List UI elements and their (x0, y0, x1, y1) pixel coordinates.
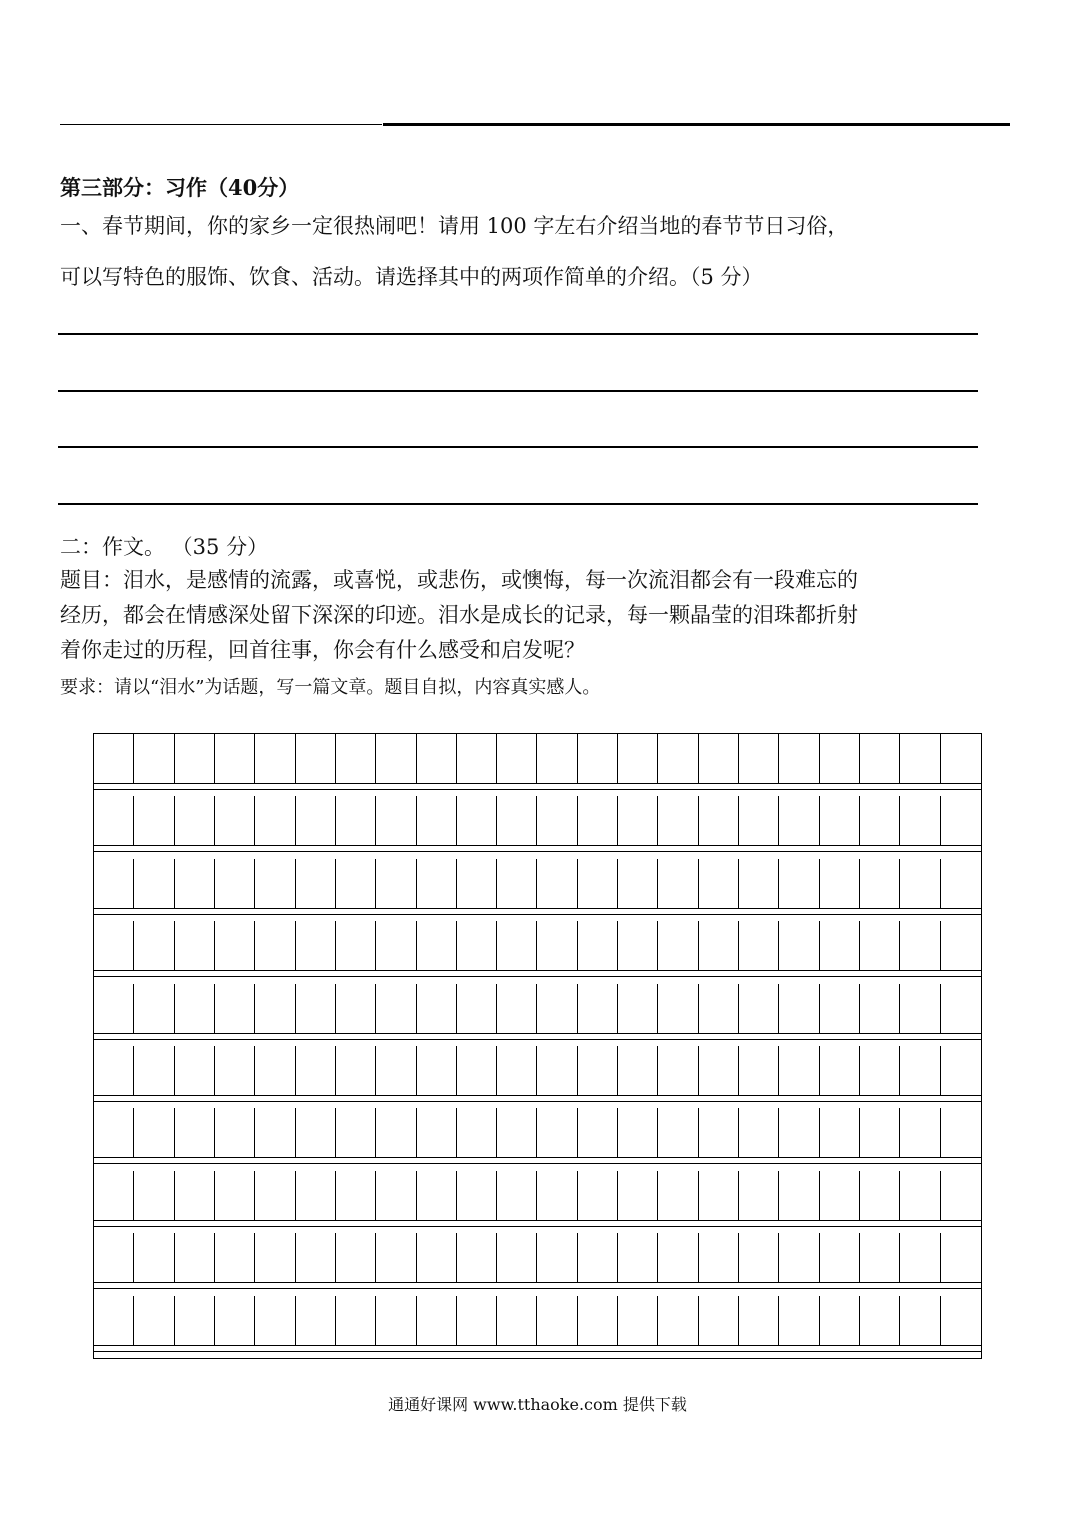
grid-cell[interactable] (175, 984, 215, 1034)
grid-cell[interactable] (336, 1233, 376, 1283)
grid-cell[interactable] (820, 984, 860, 1034)
grid-cell[interactable] (376, 1046, 416, 1096)
grid-cell[interactable] (578, 1108, 618, 1158)
grid-cell[interactable] (94, 796, 134, 846)
grid-cell[interactable] (779, 734, 819, 784)
grid-cell[interactable] (336, 1046, 376, 1096)
grid-row (94, 1108, 981, 1158)
grid-gap-line (94, 1226, 981, 1227)
grid-cell[interactable] (538, 859, 578, 909)
grid-cell[interactable] (336, 984, 376, 1034)
grid-gap-line (94, 851, 981, 852)
grid-cell[interactable] (699, 1233, 739, 1283)
grid-cell[interactable] (457, 1233, 497, 1283)
grid-row (94, 921, 981, 971)
grid-cell[interactable] (94, 1171, 134, 1221)
grid-cell[interactable] (578, 734, 618, 784)
grid-cell[interactable] (94, 984, 134, 1034)
grid-cell[interactable] (497, 1046, 537, 1096)
grid-cell[interactable] (175, 796, 215, 846)
grid-cell[interactable] (417, 921, 457, 971)
grid-cell[interactable] (215, 796, 255, 846)
grid-cell[interactable] (376, 1108, 416, 1158)
grid-cell[interactable] (255, 859, 295, 909)
grid-cell[interactable] (134, 859, 174, 909)
grid-cell[interactable] (175, 1108, 215, 1158)
grid-cell[interactable] (134, 796, 174, 846)
question2-prompt (60, 563, 1020, 668)
question2-heading: 二：作文。 （35 分） (60, 535, 269, 559)
grid-cell[interactable] (175, 1171, 215, 1221)
grid-cell[interactable] (417, 796, 457, 846)
answer-line[interactable] (58, 446, 978, 448)
grid-cell[interactable] (296, 734, 336, 784)
grid-gap-line (94, 1288, 981, 1289)
grid-cell[interactable] (457, 796, 497, 846)
grid-cell[interactable] (779, 1233, 819, 1283)
grid-cell[interactable] (578, 1296, 618, 1346)
grid-cell[interactable] (255, 1171, 295, 1221)
grid-cell[interactable] (538, 1171, 578, 1221)
grid-cell[interactable] (215, 1108, 255, 1158)
grid-cell[interactable] (336, 1296, 376, 1346)
grid-cell[interactable] (779, 1046, 819, 1096)
grid-cell[interactable] (175, 859, 215, 909)
grid-cell[interactable] (779, 921, 819, 971)
grid-cell[interactable] (497, 1108, 537, 1158)
grid-cell[interactable] (336, 734, 376, 784)
grid-cell[interactable] (900, 734, 940, 784)
grid-cell[interactable] (618, 1108, 658, 1158)
grid-cell[interactable] (658, 1108, 698, 1158)
grid-cell[interactable] (134, 984, 174, 1034)
grid-cell[interactable] (739, 859, 779, 909)
grid-cell[interactable] (497, 859, 537, 909)
grid-cell[interactable] (820, 796, 860, 846)
grid-cell[interactable] (336, 921, 376, 971)
grid-cell[interactable] (94, 859, 134, 909)
grid-cell[interactable] (497, 734, 537, 784)
grid-cell[interactable] (618, 734, 658, 784)
grid-cell[interactable] (417, 734, 457, 784)
grid-cell[interactable] (215, 984, 255, 1034)
grid-cell[interactable] (699, 1296, 739, 1346)
grid-cell[interactable] (215, 1296, 255, 1346)
grid-cell[interactable] (739, 1046, 779, 1096)
grid-cell[interactable] (215, 859, 255, 909)
grid-gap-line (94, 976, 981, 977)
grid-cell[interactable] (215, 1233, 255, 1283)
grid-cell[interactable] (457, 1046, 497, 1096)
grid-row (94, 1171, 981, 1221)
grid-cell[interactable] (376, 921, 416, 971)
top-rule-thick (383, 123, 1010, 126)
grid-cell[interactable] (457, 921, 497, 971)
grid-cell[interactable] (336, 859, 376, 909)
grid-cell[interactable] (296, 921, 336, 971)
question1-line1: 一、春节期间，你的家乡一定很热闹吧！请用 100 字左右介绍当地的春节节日习俗， (60, 214, 849, 238)
grid-cell[interactable] (215, 921, 255, 971)
grid-cell[interactable] (538, 734, 578, 784)
grid-cell[interactable] (900, 1296, 940, 1346)
grid-cell[interactable] (618, 796, 658, 846)
grid-cell[interactable] (820, 1296, 860, 1346)
grid-cell[interactable] (820, 1108, 860, 1158)
grid-cell[interactable] (296, 796, 336, 846)
grid-cell[interactable] (779, 796, 819, 846)
grid-cell[interactable] (820, 859, 860, 909)
grid-cell[interactable] (658, 984, 698, 1034)
grid-cell[interactable] (94, 1296, 134, 1346)
grid-cell[interactable] (578, 1171, 618, 1221)
grid-cell[interactable] (296, 1046, 336, 1096)
grid-cell[interactable] (417, 1108, 457, 1158)
grid-cell[interactable] (860, 734, 900, 784)
grid-cell[interactable] (538, 1046, 578, 1096)
grid-cell[interactable] (578, 1046, 618, 1096)
grid-row (94, 796, 981, 846)
grid-cell[interactable] (900, 796, 940, 846)
grid-cell[interactable] (658, 1171, 698, 1221)
grid-cell[interactable] (618, 1296, 658, 1346)
grid-cell[interactable] (417, 1296, 457, 1346)
grid-cell[interactable] (578, 984, 618, 1034)
grid-cell[interactable] (457, 1171, 497, 1221)
grid-cell[interactable] (779, 984, 819, 1034)
grid-cell[interactable] (779, 859, 819, 909)
answer-line[interactable] (58, 503, 978, 505)
grid-cell[interactable] (336, 796, 376, 846)
grid-cell[interactable] (779, 1171, 819, 1221)
grid-gap-line (94, 1163, 981, 1164)
grid-cell[interactable] (900, 1171, 940, 1221)
grid-cell[interactable] (175, 1233, 215, 1283)
grid-cell[interactable] (739, 1296, 779, 1346)
grid-cell[interactable] (417, 1171, 457, 1221)
grid-cell[interactable] (900, 1233, 940, 1283)
top-rule-thin (60, 124, 382, 125)
grid-cell[interactable] (296, 1233, 336, 1283)
grid-cell[interactable] (175, 921, 215, 971)
grid-cell[interactable] (94, 921, 134, 971)
grid-cell[interactable] (497, 921, 537, 971)
grid-cell[interactable] (820, 921, 860, 971)
grid-cell[interactable] (900, 984, 940, 1034)
answer-line[interactable] (58, 390, 978, 392)
grid-cell[interactable] (497, 796, 537, 846)
grid-cell[interactable] (578, 796, 618, 846)
grid-cell[interactable] (739, 1171, 779, 1221)
grid-cell[interactable] (134, 1296, 174, 1346)
grid-cell[interactable] (457, 859, 497, 909)
grid-cell[interactable] (497, 1233, 537, 1283)
grid-cell[interactable] (255, 1296, 295, 1346)
grid-cell[interactable] (860, 921, 900, 971)
grid-cell[interactable] (457, 984, 497, 1034)
grid-cell[interactable] (255, 1046, 295, 1096)
grid-cell[interactable] (699, 734, 739, 784)
grid-cell[interactable] (376, 734, 416, 784)
grid-cell[interactable] (860, 1233, 900, 1283)
grid-cell[interactable] (417, 1233, 457, 1283)
grid-cell[interactable] (538, 796, 578, 846)
grid-cell[interactable] (497, 984, 537, 1034)
grid-cell[interactable] (739, 1233, 779, 1283)
grid-cell[interactable] (376, 859, 416, 909)
grid-cell[interactable] (296, 859, 336, 909)
grid-cell[interactable] (699, 859, 739, 909)
grid-cell[interactable] (618, 921, 658, 971)
grid-cell[interactable] (255, 796, 295, 846)
grid-cell[interactable] (417, 859, 457, 909)
grid-cell[interactable] (900, 1108, 940, 1158)
grid-cell[interactable] (296, 1296, 336, 1346)
grid-cell[interactable] (94, 1233, 134, 1283)
grid-cell[interactable] (457, 1108, 497, 1158)
grid-cell[interactable] (860, 1108, 900, 1158)
grid-cell[interactable] (94, 734, 134, 784)
grid-cell[interactable] (618, 1046, 658, 1096)
grid-cell[interactable] (860, 984, 900, 1034)
grid-row (94, 1233, 981, 1283)
grid-cell[interactable] (175, 1296, 215, 1346)
grid-cell[interactable] (820, 734, 860, 784)
grid-cell[interactable] (658, 796, 698, 846)
grid-cell[interactable] (618, 1233, 658, 1283)
grid-cell[interactable] (134, 921, 174, 971)
grid-row (94, 1296, 981, 1346)
grid-cell[interactable] (296, 1108, 336, 1158)
grid-cell[interactable] (779, 1296, 819, 1346)
grid-cell[interactable] (860, 1046, 900, 1096)
grid-cell[interactable] (376, 1233, 416, 1283)
grid-cell[interactable] (779, 1108, 819, 1158)
grid-cell[interactable] (336, 1108, 376, 1158)
grid-cell[interactable] (134, 1171, 174, 1221)
question1-line2: 可以写特色的服饰、饮食、活动。请选择其中的两项作简单的介绍。（5 分） (60, 265, 763, 289)
grid-cell[interactable] (376, 796, 416, 846)
grid-cell[interactable] (376, 984, 416, 1034)
grid-row (94, 734, 981, 784)
grid-cell[interactable] (175, 734, 215, 784)
grid-cell[interactable] (900, 859, 940, 909)
grid-cell[interactable] (94, 1108, 134, 1158)
grid-cell[interactable] (658, 1233, 698, 1283)
grid-cell[interactable] (376, 1296, 416, 1346)
grid-cell[interactable] (658, 734, 698, 784)
grid-cell[interactable] (538, 921, 578, 971)
grid-gap-line (94, 914, 981, 915)
grid-cell[interactable] (215, 1171, 255, 1221)
question2-requirement: 要求：请以“泪水”为话题，写一篇文章。题目自拟，内容真实感人。 (60, 677, 601, 698)
grid-cell[interactable] (255, 921, 295, 971)
answer-line[interactable] (58, 333, 978, 335)
grid-cell[interactable] (739, 921, 779, 971)
grid-cell[interactable] (658, 921, 698, 971)
grid-cell[interactable] (739, 796, 779, 846)
grid-cell[interactable] (417, 1046, 457, 1096)
grid-cell[interactable] (860, 1296, 900, 1346)
section-title: 第三部分：习作（40分） (60, 175, 300, 200)
grid-cell[interactable] (134, 1108, 174, 1158)
grid-cell[interactable] (820, 1233, 860, 1283)
grid-gap-line (94, 1351, 981, 1352)
prompt-line: 着你走过的历程，回首往事，你会有什么感受和启发呢？ (60, 638, 585, 662)
grid-cell[interactable] (336, 1171, 376, 1221)
grid-cell[interactable] (658, 859, 698, 909)
grid-cell[interactable] (699, 796, 739, 846)
grid-cell[interactable] (497, 1171, 537, 1221)
grid-cell[interactable] (255, 1233, 295, 1283)
grid-cell[interactable] (94, 1046, 134, 1096)
grid-cell[interactable] (255, 734, 295, 784)
composition-grid[interactable] (93, 733, 982, 1359)
grid-cell[interactable] (860, 1171, 900, 1221)
grid-cell[interactable] (820, 1046, 860, 1096)
grid-row (94, 1046, 981, 1096)
grid-cell[interactable] (820, 1171, 860, 1221)
grid-cell[interactable] (538, 1108, 578, 1158)
grid-cell[interactable] (900, 1046, 940, 1096)
grid-cell[interactable] (860, 796, 900, 846)
footer-source: 通通好课网 www.tthaoke.com 提供下载 (388, 1395, 687, 1414)
grid-row (94, 984, 981, 1034)
grid-cell[interactable] (134, 734, 174, 784)
grid-cell[interactable] (457, 1296, 497, 1346)
grid-cell[interactable] (255, 984, 295, 1034)
prompt-line: 题目：泪水，是感情的流露，或喜悦，或悲伤，或懊悔，每一次流泪都会有一段难忘的 (60, 568, 858, 592)
grid-cell[interactable] (739, 984, 779, 1034)
grid-cell[interactable] (618, 984, 658, 1034)
grid-cell[interactable] (618, 859, 658, 909)
grid-cell[interactable] (618, 1171, 658, 1221)
grid-cell[interactable] (134, 1233, 174, 1283)
grid-cell[interactable] (376, 1171, 416, 1221)
grid-cell[interactable] (658, 1296, 698, 1346)
grid-gap-line (94, 789, 981, 790)
grid-row (94, 859, 981, 909)
grid-cell[interactable] (457, 734, 497, 784)
grid-cell[interactable] (215, 734, 255, 784)
grid-cell[interactable] (658, 1046, 698, 1096)
grid-cell[interactable] (699, 1108, 739, 1158)
grid-cell[interactable] (175, 1046, 215, 1096)
grid-cell[interactable] (699, 1046, 739, 1096)
grid-cell[interactable] (538, 1233, 578, 1283)
prompt-line: 经历，都会在情感深处留下深深的印迹。泪水是成长的记录，每一颗晶莹的泪珠都折射 (60, 603, 858, 627)
grid-cell[interactable] (739, 1108, 779, 1158)
grid-cell[interactable] (860, 859, 900, 909)
grid-gap-line (94, 1101, 981, 1102)
grid-cell[interactable] (578, 1233, 618, 1283)
grid-gap-line (94, 1039, 981, 1040)
grid-cell[interactable] (900, 921, 940, 971)
grid-cell[interactable] (255, 1108, 295, 1158)
grid-cell[interactable] (739, 734, 779, 784)
grid-cell[interactable] (578, 921, 618, 971)
grid-cell[interactable] (578, 859, 618, 909)
grid-cell[interactable] (215, 1046, 255, 1096)
grid-cell[interactable] (699, 921, 739, 971)
grid-cell[interactable] (699, 1171, 739, 1221)
grid-cell[interactable] (134, 1046, 174, 1096)
grid-cell[interactable] (296, 984, 336, 1034)
grid-cell[interactable] (538, 984, 578, 1034)
grid-cell[interactable] (699, 984, 739, 1034)
grid-cell[interactable] (497, 1296, 537, 1346)
grid-cell[interactable] (538, 1296, 578, 1346)
grid-cell[interactable] (296, 1171, 336, 1221)
grid-cell[interactable] (417, 984, 457, 1034)
